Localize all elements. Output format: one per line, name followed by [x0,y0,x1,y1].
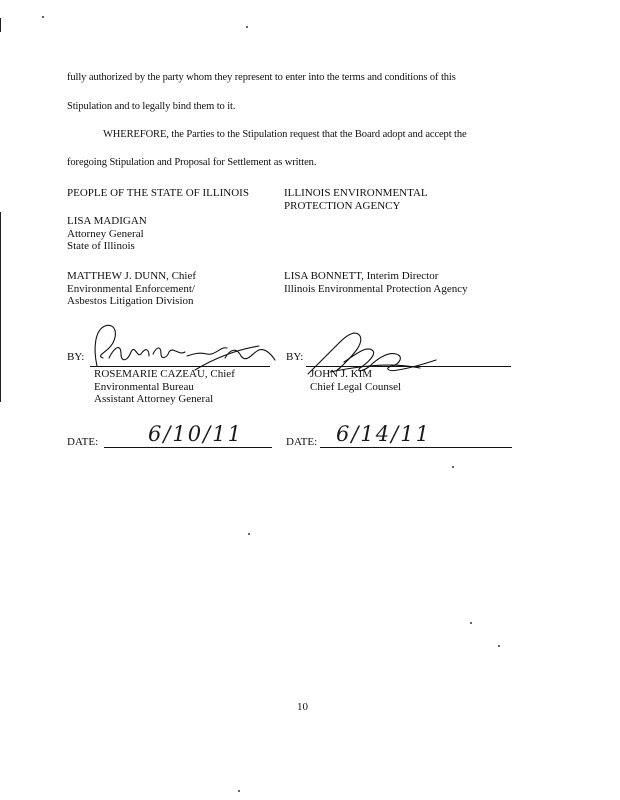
attorney-name: LISA MADIGAN [67,215,147,227]
right-signer-title: Chief Legal Counsel [310,380,402,393]
scan-margin-mark [0,18,1,32]
attorney-title: Attorney General [67,227,144,240]
right-by-label: BY: [286,351,304,363]
right-party-heading [284,187,428,212]
paragraph-line: Stipulation and to legally bind them to it. [67,101,236,112]
right-date-line [320,447,512,448]
left-date-value: 6/10/11 [148,422,243,446]
left-signer-title: Environmental Bureau [94,380,194,393]
agency-heading-line: PROTECTION AGENCY [284,199,401,212]
paragraph-line: fully authorized by the party whom they represent to enter into the terms and conditions of this [67,72,456,83]
director-block [284,270,468,295]
scan-margin-bar [0,212,1,402]
agency-heading-line: ILLINOIS ENVIRONMENTAL [284,187,428,199]
scan-speck [246,26,248,28]
scan-speck [452,466,454,468]
chief-name: MATTHEW J. DUNN, Chief [67,270,197,282]
left-signer-block [94,368,235,406]
left-party-heading [67,187,249,200]
page-number: 10 [297,701,308,713]
left-date-label: DATE: [67,436,99,448]
attorney-general-block [67,215,147,253]
right-date-value: 6/14/11 [336,422,431,446]
paragraph-line: WHEREFORE, the Parties to the Stipulation request that the Board adopt and accept the [103,129,467,140]
left-date-line [104,447,272,448]
scan-speck [42,16,44,18]
attorney-state: State of Illinois [67,240,135,252]
left-signer-name: ROSEMARIE CAZEAU, Chief [94,368,235,380]
director-agency: Illinois Environmental Protection Agency [284,282,468,295]
right-date-label: DATE: [286,436,318,448]
director-name: LISA BONNETT, Interim Director [284,270,439,282]
right-signer-block [310,368,401,393]
chief-division: Environmental Enforcement/ [67,282,195,295]
scan-speck [470,622,472,624]
scan-speck [248,533,250,535]
left-by-label: BY: [67,351,85,363]
people-heading: PEOPLE OF THE STATE OF ILLINOIS [67,187,249,199]
chief-division: Asbestos Litigation Division [67,295,194,307]
scan-speck [498,645,500,647]
chief-block [67,270,196,308]
left-signer-title: Assistant Attorney General [94,393,214,405]
scan-speck [238,790,240,792]
right-signer-name: JOHN J. KIM [310,368,373,380]
paragraph-line: foregoing Stipulation and Proposal for Settlement as written. [67,157,317,168]
